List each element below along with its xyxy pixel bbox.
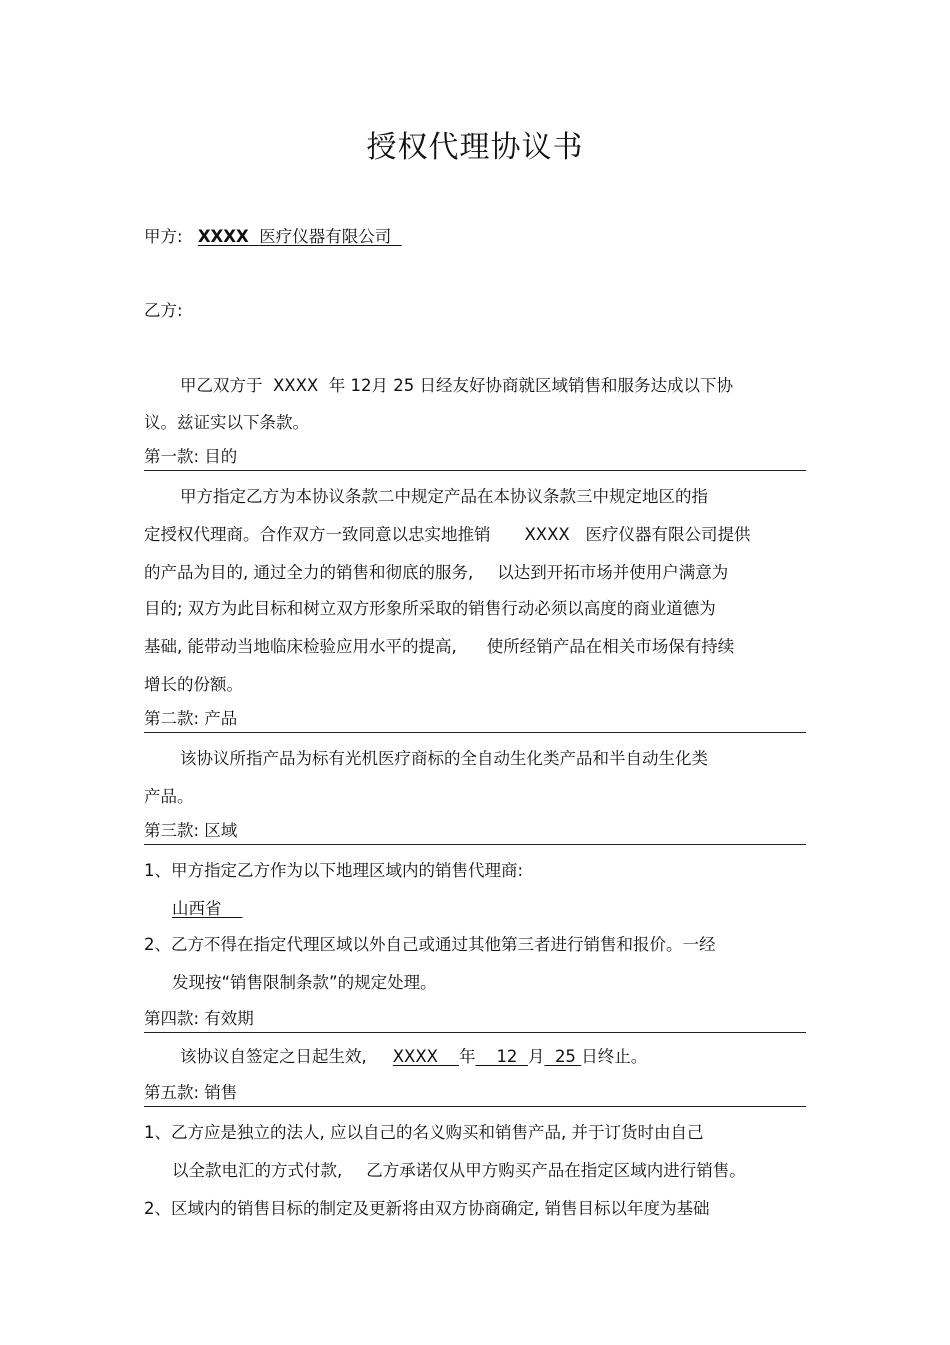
clause-1-text: 使所经销产品在相关市场保有持续 (486, 637, 735, 656)
clause-1-text: 定授权代理商。合作双方一致同意以忠实地推销 (144, 525, 491, 544)
clause-4-month-unit: 月 (527, 1047, 545, 1066)
intro-year: XXXX (273, 376, 319, 395)
clause-4-text: 该协议自签定之日起生效, (180, 1047, 367, 1066)
clause-5-heading-text: 第五款: 销售 (144, 1083, 238, 1102)
region-value (172, 899, 242, 918)
clause-4-text: 日终止。 (581, 1047, 648, 1066)
intro-text-a: 甲乙双方于 (180, 376, 263, 395)
clause-1-text: 医疗仪器有限公司提供 (585, 525, 751, 544)
clause-1-line: 增长的份额。 (144, 675, 243, 694)
clause-1-heading-text: 第一款: 目的 (144, 447, 238, 466)
clause-1-text: 基础, 能带动当地临床检验应用水平的提高, (144, 637, 457, 656)
clause-3-heading-text: 第三款: 区域 (144, 821, 238, 840)
clause-4-heading (144, 1008, 806, 1033)
clause-5-text: 乙方承诺仅从甲方购买产品在指定区域内进行销售。 (366, 1161, 746, 1180)
clause-5-text: 以全款电汇的方式付款, (172, 1161, 343, 1180)
clause-4-day (544, 1047, 581, 1066)
clause-4-month (475, 1047, 527, 1066)
intro-line-1 (180, 375, 733, 397)
clause-2-line: 该协议所指产品为标有光机医疗商标的全自动生化类产品和半自动生化类 (180, 749, 708, 768)
clause-1-company-code: XXXX (524, 525, 570, 544)
intro-line-2: 议。兹证实以下条款。 (144, 413, 309, 432)
clause-3-item-1: 1、甲方指定乙方作为以下地理区域内的销售代理商: (144, 861, 524, 880)
clause-5-item-1-line-1: 1、乙方应是独立的法人, 应以自己的名义购买和销售产品, 并于订货时由自己 (144, 1123, 704, 1142)
clause-1-text: 的产品为目的, 通过全力的销售和彻底的服务, (144, 563, 474, 582)
clause-1-line (144, 524, 750, 546)
clause-3-item-2-line-1: 2、乙方不得在指定代理区域以外自己或通过其他第三者进行销售和报价。一经 (144, 935, 716, 954)
clause-1-line: 目的; 双方为此目标和树立双方形象所采取的销售行动必须以高度的商业道德为 (144, 599, 716, 618)
clause-4-year (393, 1047, 459, 1066)
party-b-label: 乙方: (144, 301, 183, 320)
clause-2-heading (144, 708, 806, 733)
clause-1-line: 甲方指定乙方为本协议条款二中规定产品在本协议条款三中规定地区的指 (180, 487, 708, 506)
party-a-line (144, 226, 402, 248)
clause-1-line (144, 562, 728, 584)
region-text: 山西省 (172, 899, 222, 918)
party-a-label: 甲方: (144, 227, 183, 246)
clause-2-line: 产品。 (144, 787, 194, 806)
party-a-company (198, 227, 402, 246)
party-a-company-code: XXXX (197, 227, 249, 246)
clause-3-heading (144, 820, 806, 845)
clause-4-month-value: 12 (496, 1047, 518, 1066)
clause-5-heading (144, 1082, 806, 1107)
clause-2-heading-text: 第二款: 产品 (144, 709, 238, 728)
clause-3-item-2-line-2: 发现按“销售限制条款”的规定处理。 (172, 973, 437, 992)
clause-4-year-value: XXXX (392, 1047, 438, 1066)
clause-4-heading-text: 第四款: 有效期 (144, 1009, 254, 1028)
intro-text-b: 年 12月 25 日经友好协商就区域销售和服务达成以下协 (328, 376, 733, 395)
clause-3-region (172, 898, 242, 920)
document-title: 授权代理协议书 (366, 130, 584, 165)
clause-1-line (144, 636, 734, 658)
clause-4-year-unit: 年 (458, 1047, 476, 1066)
party-a-company-name: 医疗仪器有限公司 (259, 227, 392, 246)
clause-1-text: 以达到开拓市场并使用户满意为 (497, 563, 729, 582)
clause-4-day-value: 25 (554, 1047, 576, 1066)
clause-4-line (180, 1046, 647, 1068)
clause-1-heading (144, 446, 806, 471)
clause-5-item-2-line-1: 2、区域内的销售目标的制定及更新将由双方协商确定, 销售目标以年度为基础 (144, 1199, 710, 1218)
clause-5-item-1-line-2 (172, 1160, 746, 1182)
